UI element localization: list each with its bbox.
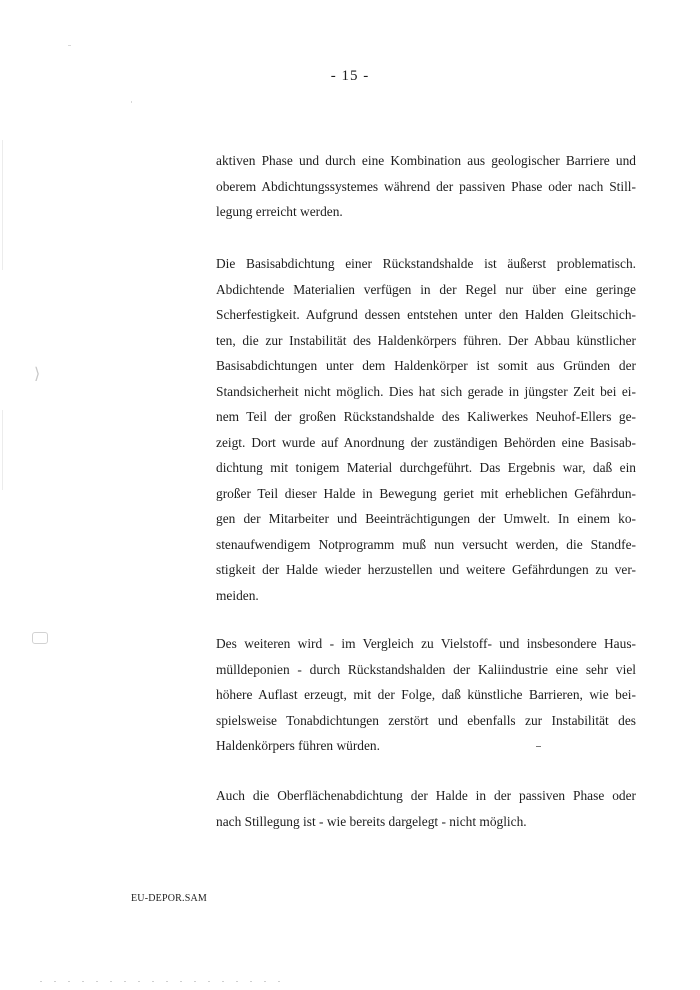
text-line: großer Teil dieser Halde in Bewegung geriet mit erheblichen Gefährdun- — [216, 485, 636, 501]
text-line: Haldenkörpers führen würden. — [216, 738, 380, 753]
text-line: Auch die Oberflächenabdichtung der Halde in der passiven Phase oder — [216, 788, 636, 803]
text-line: Des weiteren wird - im Vergleich zu Vielstoff- und insbesondere Haus- — [216, 636, 636, 651]
text-line: spielsweise Tonabdichtungen zerstört und ebenfalls zur Instabilität des — [216, 712, 636, 728]
text-line: aktiven Phase und durch eine Kombination aus geologischer Barriere und — [216, 153, 636, 168]
text-line: stenaufwendigem Notprogramm muß nun versucht werden, die Standfe- — [216, 536, 636, 552]
paragraph-4 — [216, 783, 636, 834]
text-line: mülldeponien - durch Rückstandshalden der Kaliindustrie eine sehr viel — [216, 661, 636, 677]
text-line: Scherfestigkeit. Aufgrund dessen entstehen unter den Halden Gleitschich- — [216, 307, 636, 322]
text-line: stigkeit der Halde wieder herzustellen und weitere Gefährdungen zu ver- — [216, 562, 636, 577]
text-line: Abdichtende Materialien verfügen in der Regel nur über eine geringe — [216, 281, 636, 297]
text-line: zeigt. Dort wurde auf Anordnung der zuständigen Behörden eine Basisab- — [216, 434, 636, 450]
text-line: gen der Mitarbeiter und Beeinträchtigungen der Umwelt. In einem ko- — [216, 511, 636, 526]
text-line: nach Stillegung ist - wie bereits dargelegt - nicht möglich. — [216, 813, 527, 829]
scan-box-mark — [32, 632, 48, 644]
paragraph-2 — [216, 251, 636, 608]
scan-artifact — [40, 981, 280, 982]
scan-artifact — [2, 410, 3, 490]
text-line: oberem Abdichtungssystemes während der passiven Phase oder nach Still- — [216, 178, 636, 194]
page-number: - 15 - — [330, 68, 370, 84]
text-line: nem Teil der großen Rückstandshalde des Kaliwerkes Neuhof-Ellers ge- — [216, 409, 636, 424]
text-line: dichtung mit tonigem Material durchgeführt. Das Ergebnis war, daß ein — [216, 460, 636, 475]
scan-artifact — [2, 140, 3, 270]
text-line: legung erreicht werden. — [216, 204, 343, 219]
text-line: Die Basisabdichtung einer Rückstandshalde ist äußerst problematisch. — [216, 256, 636, 271]
footer-file-code: EU-DEPOR.SAM — [131, 893, 208, 904]
paragraph-3 — [216, 631, 636, 759]
paragraph-1 — [216, 148, 636, 225]
scan-dash-mark — [536, 746, 541, 747]
text-line: Standsicherheit nicht möglich. Dies hat sich gerade in jüngster Zeit bei ei- — [216, 383, 636, 399]
scan-bracket-mark: ⟩ — [34, 366, 41, 383]
text-line: höhere Auflast erzeugt, mit der Folge, daß künstliche Barrieren, wie bei- — [216, 687, 636, 702]
text-line: meiden. — [216, 587, 259, 603]
scan-artifact — [68, 45, 71, 46]
text-line: Basisabdichtungen unter dem Haldenkörper ist somit aus Gründen der — [216, 358, 636, 373]
scan-artifact — [131, 101, 132, 103]
text-line: ten, die zur Instabilität des Haldenkörpers führen. Der Abbau künstlicher — [216, 332, 636, 348]
